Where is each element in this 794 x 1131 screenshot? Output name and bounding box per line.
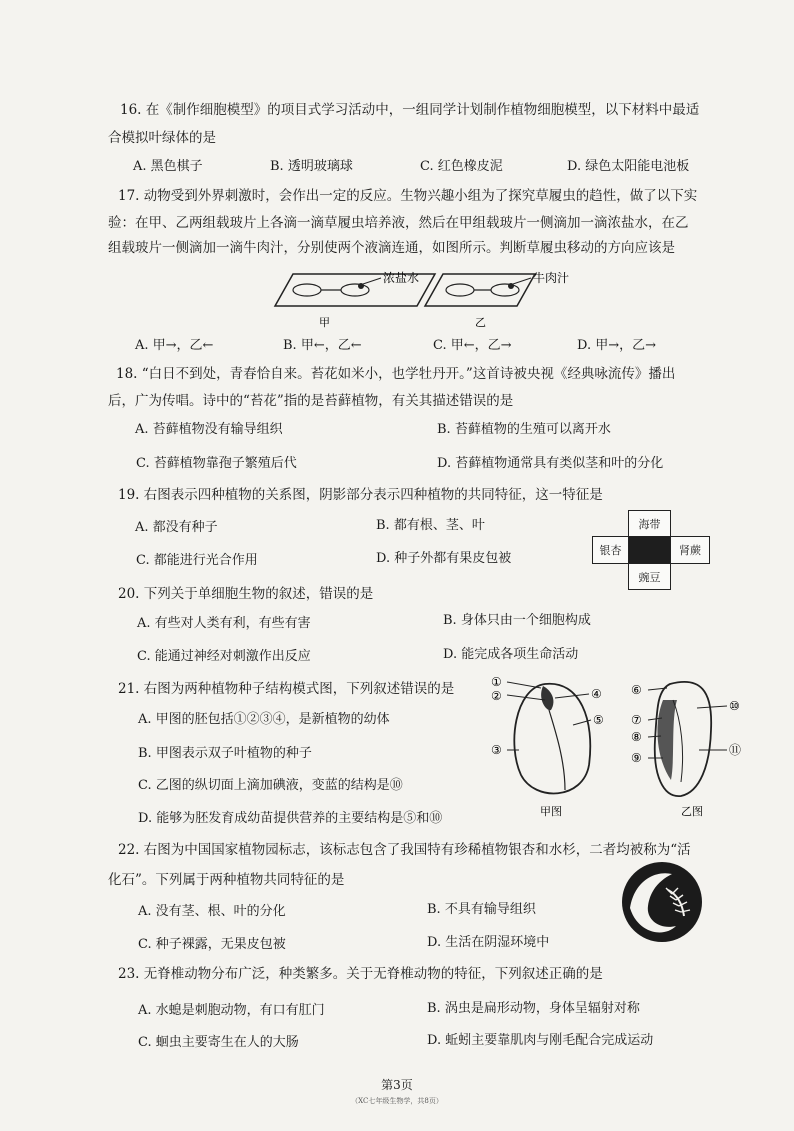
plumule <box>541 686 553 710</box>
q22-option-b: B. 不具有输导组织 <box>427 902 536 917</box>
label-11: ⑪ <box>729 743 742 757</box>
q17-slide-figure <box>255 266 595 332</box>
q20-option-b: B. 身体只由一个细胞构成 <box>443 613 591 628</box>
q16-stem-line1: 16. 在《制作细胞模型》的项目式学习活动中，一组同学计划制作植物细胞模型，以下材料中最适 <box>120 102 700 118</box>
q23-option-a: A. 水螅是刺胞动物，有口有肛门 <box>138 1003 325 1018</box>
q22-option-a: A. 没有茎、根、叶的分化 <box>138 904 286 919</box>
q17-stem-line1: 17. 动物受到外界刺激时，会作出一定的反应。生物兴趣小组为了探究草履虫的趋性，做了以下实 <box>118 188 698 204</box>
q23-option-c: C. 蛔虫主要寄生在人的大肠 <box>138 1035 299 1050</box>
q17-option-b: B. 甲←，乙← <box>283 338 362 353</box>
q16-option-d: D. 绿色太阳能电池板 <box>567 159 690 174</box>
q22-stem-line2: 化石”。下列属于两种植物共同特征的是 <box>108 872 345 888</box>
q19-option-c: C. 都能进行光合作用 <box>136 553 258 568</box>
q17-option-a: A. 甲→，乙← <box>135 338 214 353</box>
q23-option-d: D. 蚯蚓主要靠肌肉与刚毛配合完成运动 <box>427 1033 654 1048</box>
q17-option-c: C. 甲←，乙→ <box>433 338 512 353</box>
box-bottom: 豌豆 <box>628 563 671 590</box>
q16-option-a: A. 黑色棋子 <box>133 159 203 174</box>
page-number: 第3页 <box>381 1078 413 1092</box>
label-salt-water: 浓盐水 <box>383 271 420 285</box>
q22-option-d: D. 生活在阴湿环境中 <box>427 935 550 950</box>
q16-stem-line2: 合模拟叶绿体的是 <box>108 130 216 146</box>
label-2: ② <box>491 689 502 703</box>
q21-seed-figure <box>485 670 755 820</box>
q23-stem: 23. 无脊椎动物分布广泛，种类繁多。关于无脊椎动物的特征，下列叙述正确的是 <box>118 966 603 982</box>
q21-option-b: B. 甲图表示双子叶植物的种子 <box>138 746 312 761</box>
label-3: ③ <box>491 743 502 757</box>
label-7: ⑦ <box>631 713 642 727</box>
q19-stem: 19. 右图表示四种植物的关系图，阴影部分表示四种植物的共同特征，这一特征是 <box>118 487 603 503</box>
q21-option-a: A. 甲图的胚包括①②③④，是新植物的幼体 <box>138 712 390 727</box>
drop-left-yi <box>446 284 474 296</box>
label-6: ⑥ <box>631 683 642 697</box>
label-9: ⑨ <box>631 751 642 765</box>
caption-jia: 甲 <box>319 316 330 329</box>
label-5: ⑤ <box>593 713 604 727</box>
q20-option-a: A. 有些对人类有利，有些有害 <box>137 616 311 631</box>
caption-yi: 乙 <box>475 316 486 329</box>
box-right: 肾蕨 <box>670 536 710 564</box>
q22-stem-line1: 22. 右图为中国国家植物园标志，该标志包含了我国特有珍稀植物银杏和水杉，二者均被称为“活 <box>118 842 691 858</box>
botanical-garden-logo <box>620 860 704 944</box>
q21-option-c: C. 乙图的纵切面上滴加碘液，变蓝的结构是⑩ <box>138 778 403 793</box>
drop-right-yi <box>491 284 519 296</box>
q18-option-a: A. 苔藓植物没有输导组织 <box>135 422 283 437</box>
q17-stem-line3: 组载玻片一侧滴加一滴牛肉汁，分别使两个液滴连通，如图所示。判断草履虫移动的方向应该是 <box>108 240 675 256</box>
caption-yi-tu: 乙图 <box>681 805 703 818</box>
q18-option-b: B. 苔藓植物的生殖可以离开水 <box>437 422 611 437</box>
q18-option-c: C. 苔藓植物靠孢子繁殖后代 <box>136 456 297 471</box>
q18-stem-line1: 18. “白日不到处，青春恰自来。苔花如米小，也学牡丹开。”这首诗被央视《经典咏流传》播出 <box>116 366 676 382</box>
q16-option-c: C. 红色橡皮泥 <box>420 159 503 174</box>
caption-jia-tu: 甲图 <box>540 805 562 818</box>
embryo <box>657 700 677 780</box>
q17-option-d: D. 甲→，乙→ <box>577 338 657 353</box>
drop-right-jia <box>341 284 369 296</box>
q16-option-b: B. 透明玻璃球 <box>270 159 353 174</box>
label-4: ④ <box>591 687 602 701</box>
q19-option-d: D. 种子外都有果皮包被 <box>376 551 512 566</box>
label-10: ⑩ <box>729 699 740 713</box>
q20-option-c: C. 能通过神经对刺激作出反应 <box>137 649 311 664</box>
q21-stem: 21. 右图为两种植物种子结构模式图，下列叙述错误的是 <box>118 681 455 697</box>
q17-stem-line2: 验：在甲、乙两组载玻片上各滴一滴草履虫培养液，然后在甲组载玻片一侧滴加一滴浓盐水，在乙 <box>108 215 689 231</box>
drop-left-jia <box>293 284 321 296</box>
label-8: ⑧ <box>631 730 642 744</box>
label-1: ① <box>491 675 502 689</box>
q23-option-b: B. 涡虫是扁形动物，身体呈辐射对称 <box>427 1001 640 1016</box>
q22-option-c: C. 种子裸露，无果皮包被 <box>138 937 286 952</box>
box-top: 海带 <box>628 510 671 537</box>
q19-option-b: B. 都有根、茎、叶 <box>376 518 485 533</box>
footer-note: （XC七年级生物学，共8页） <box>351 1097 443 1105</box>
q19-option-a: A. 都没有种子 <box>135 520 218 535</box>
q20-stem: 20. 下列关于单细胞生物的叙述，错误的是 <box>118 586 374 602</box>
q18-option-d: D. 苔藓植物通常具有类似茎和叶的分化 <box>437 456 664 471</box>
q18-stem-line2: 后，广为传唱。诗中的“苔花”指的是苔藓植物，有关其描述错误的是 <box>108 393 514 409</box>
q21-option-d: D. 能够为胚发育成幼苗提供营养的主要结构是⑤和⑩ <box>138 811 443 826</box>
q20-option-d: D. 能完成各项生命活动 <box>443 647 579 662</box>
label-beef-juice: 牛肉汁 <box>533 271 570 285</box>
box-left: 银杏 <box>592 536 629 564</box>
box-center-shaded <box>628 536 671 564</box>
